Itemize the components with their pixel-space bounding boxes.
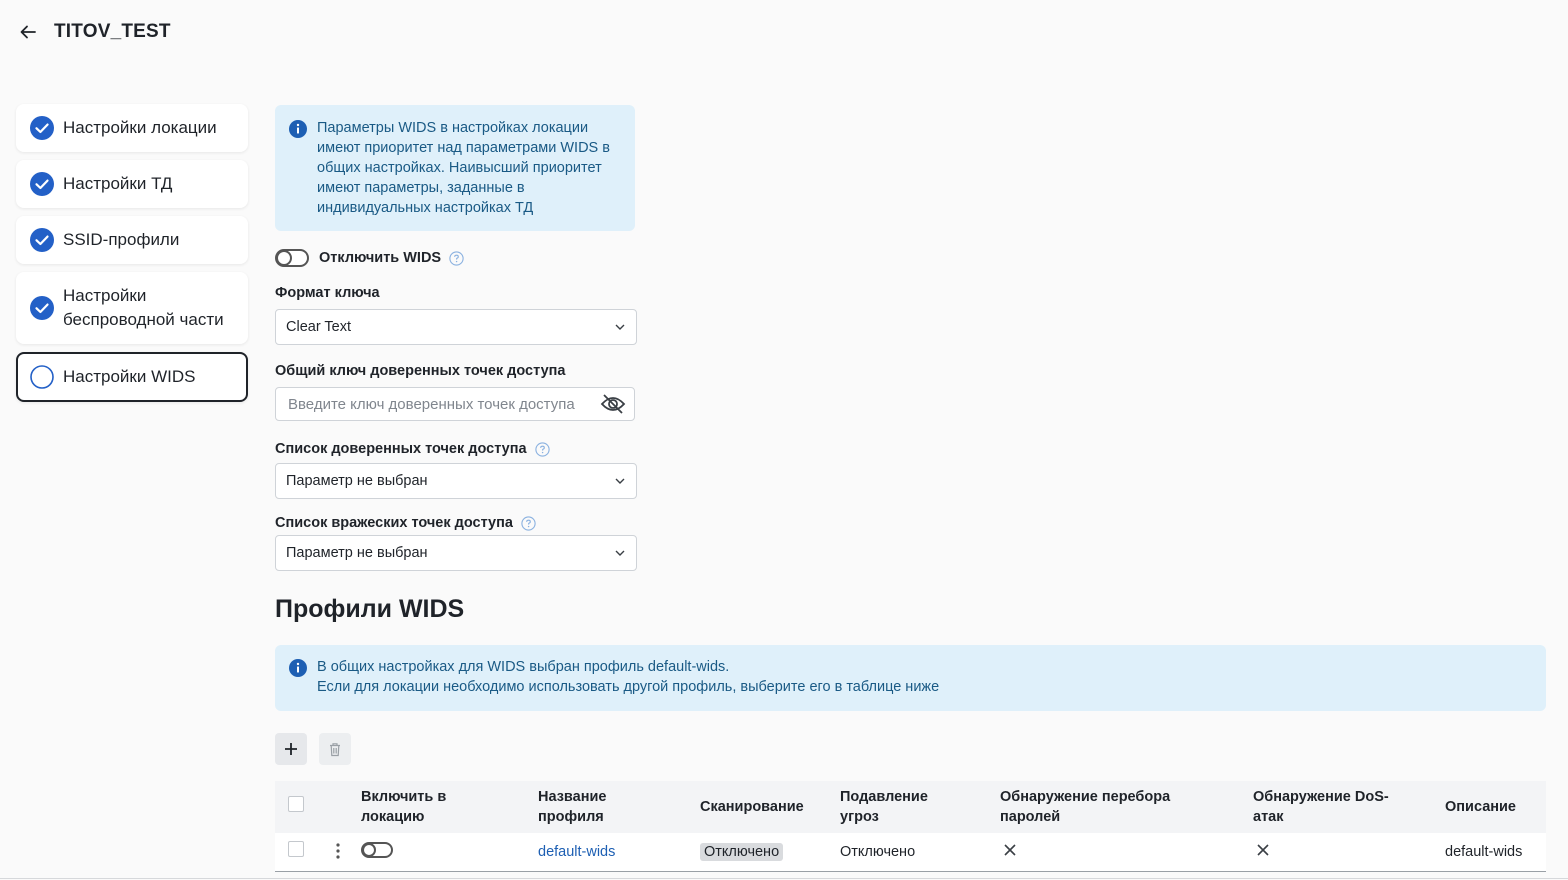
step-location-settings[interactable] xyxy=(16,104,248,152)
wizard-steps xyxy=(16,104,248,410)
step-label: Настройки локации xyxy=(63,118,217,137)
cross-icon xyxy=(1003,843,1017,857)
help-icon[interactable] xyxy=(521,516,536,531)
plus-icon xyxy=(284,742,298,756)
info-text-line: Если для локации необходимо использовать другой профиль, выберите его в таблице ниже xyxy=(317,679,940,695)
name-cell xyxy=(538,833,700,871)
info-text xyxy=(317,657,939,699)
col-suppress xyxy=(840,781,1000,833)
rogue-list-label-text: Список вражеских точек доступа xyxy=(275,515,513,531)
step-label: SSID-профили xyxy=(63,230,180,249)
row-checkbox[interactable] xyxy=(288,841,304,857)
help-icon[interactable] xyxy=(535,442,550,457)
header-text: паролей xyxy=(1000,809,1061,825)
profiles-toolbar xyxy=(275,733,1546,765)
col-name xyxy=(538,781,700,833)
disable-wids-row xyxy=(275,247,1546,269)
page-title: TITOV_TEST xyxy=(54,21,171,42)
header-text: локацию xyxy=(361,809,425,825)
key-format-value: Clear Text xyxy=(286,319,352,335)
header-text: Обнаружение DoS- xyxy=(1253,789,1389,805)
table-header-row xyxy=(275,781,1546,833)
step-label: Настройки WIDS xyxy=(63,367,196,386)
key-format-select[interactable] xyxy=(275,309,637,345)
page-header xyxy=(16,18,171,46)
info-icon xyxy=(289,659,307,677)
row-select-cell xyxy=(275,833,361,871)
suppress-cell: Отключено xyxy=(840,843,916,860)
col-include xyxy=(361,781,538,833)
check-circle-icon xyxy=(30,228,54,252)
main-content xyxy=(275,105,1546,872)
back-arrow-icon[interactable] xyxy=(16,20,40,44)
header-text: Обнаружение перебора xyxy=(1000,789,1171,805)
col-dos xyxy=(1253,781,1445,833)
header-text: профиля xyxy=(538,809,604,825)
step-label xyxy=(63,284,224,332)
profiles-table xyxy=(275,781,1546,872)
trusted-list-select[interactable] xyxy=(275,463,637,499)
delete-profile-button[interactable] xyxy=(319,733,351,765)
chevron-down-icon xyxy=(614,477,626,485)
header-text: Название xyxy=(538,789,607,805)
include-cell xyxy=(361,833,538,871)
trusted-list-label xyxy=(275,439,1546,459)
col-brute-force xyxy=(1000,781,1253,833)
step-wids-settings[interactable] xyxy=(16,352,248,402)
profiles-info xyxy=(275,645,1546,711)
empty-circle-icon xyxy=(30,365,54,389)
profile-name-link[interactable]: default-wids xyxy=(538,843,616,860)
cross-icon xyxy=(1256,843,1270,857)
chevron-down-icon xyxy=(614,549,626,557)
chevron-down-icon xyxy=(614,323,626,331)
trusted-key-input[interactable] xyxy=(288,396,600,413)
step-ap-settings[interactable] xyxy=(16,160,248,208)
dos-cell xyxy=(1253,833,1445,871)
eye-off-icon[interactable] xyxy=(600,393,626,415)
info-icon xyxy=(289,120,307,138)
info-text-line: В общих настройках для WIDS выбран профиль default-wids. xyxy=(317,659,730,675)
bottom-divider xyxy=(0,878,1568,879)
description-cell: default-wids xyxy=(1445,843,1523,860)
scan-status-badge: Отключено xyxy=(700,843,783,861)
header-text: угроз xyxy=(840,809,879,825)
rogue-list-select[interactable] xyxy=(275,535,637,571)
check-circle-icon xyxy=(30,116,54,140)
info-text: Параметры WIDS в настройках локации имеют приоритет над параметрами WIDS в общих настройках. Наивысший приоритет имеют параметры, заданные в индивидуальных настройках ТД xyxy=(317,120,610,216)
step-label-line: беспроводной части xyxy=(63,310,224,329)
col-scan: Сканирование xyxy=(700,799,804,815)
key-format-label: Формат ключа xyxy=(275,285,380,301)
col-description: Описание xyxy=(1445,799,1516,815)
wids-priority-info xyxy=(275,105,635,231)
header-text: Подавление xyxy=(840,789,928,805)
trash-icon xyxy=(328,742,342,757)
rogue-list-value: Параметр не выбран xyxy=(286,545,428,561)
check-circle-icon xyxy=(30,296,54,320)
trusted-key-label: Общий ключ доверенных точек доступа xyxy=(275,363,566,379)
header-text: Включить в xyxy=(361,789,447,805)
step-ssid-profiles[interactable] xyxy=(16,216,248,264)
disable-wids-toggle[interactable] xyxy=(275,249,309,267)
kebab-menu-icon[interactable] xyxy=(336,843,340,863)
add-profile-button[interactable] xyxy=(275,733,307,765)
brute-force-cell xyxy=(1000,833,1253,871)
header-text: атак xyxy=(1253,809,1284,825)
trusted-list-value: Параметр не выбран xyxy=(286,473,428,489)
trusted-key-field[interactable] xyxy=(275,387,635,421)
trusted-list-label-text: Список доверенных точек доступа xyxy=(275,441,527,457)
check-circle-icon xyxy=(30,172,54,196)
step-label: Настройки ТД xyxy=(63,174,173,193)
include-toggle[interactable] xyxy=(361,842,393,858)
step-wireless-settings[interactable] xyxy=(16,272,248,344)
table-row[interactable] xyxy=(275,833,1546,871)
select-all-checkbox[interactable] xyxy=(288,796,304,812)
profiles-section-title: Профили WIDS xyxy=(275,595,465,623)
help-icon[interactable] xyxy=(449,251,464,266)
select-all-cell xyxy=(275,781,361,833)
rogue-list-label xyxy=(275,513,1546,533)
step-label-line: Настройки xyxy=(63,286,147,305)
disable-wids-label: Отключить WIDS xyxy=(319,250,442,266)
scan-cell xyxy=(700,833,840,871)
